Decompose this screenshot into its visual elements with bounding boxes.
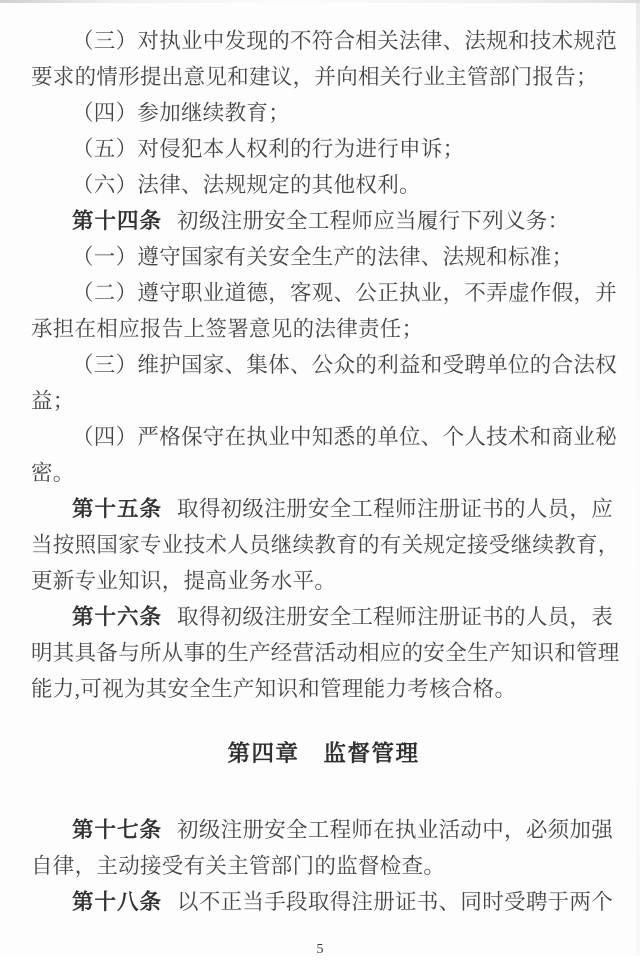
text-line [31,635,620,671]
line-text: 当按照国家专业技术人员继续教育的有关规定接受继续教育， [31,533,620,557]
text-line [31,203,616,239]
line-text: 承担在相应报告上签署意见的法律责任； [31,317,424,341]
text-line [31,23,616,59]
text-line [31,239,616,275]
line-text: （四）严格保守在执业中知悉的单位、个人技术和商业秘 [72,425,618,449]
line-text: 更新专业知识，提高业务水平。 [31,569,337,593]
scan-edge-top [0,0,640,3]
line-text: 能力,可视为其安全生产知识和管理能力考核合格。 [31,677,517,701]
page-number: 5 [316,942,324,957]
line-text: 以不正当手段取得注册证书、同时受聘于两个 [177,890,614,914]
line-text: （五）对侵犯本人权利的行为进行申诉； [72,137,465,161]
text-line [31,671,616,707]
line-text: （四）参加继续教育； [72,101,291,125]
chapter-heading: 第四章 监督管理 [227,741,420,766]
text-line [31,311,616,347]
text-line [31,167,616,203]
text-line [31,455,616,491]
line-text: 初级注册安全工程师在执业活动中，必须加强 [177,818,614,842]
text-line [31,95,616,131]
text-line [31,347,616,383]
line-text: 明其具备与所从事的生产经营活动相应的安全生产知识和管理 [31,641,620,665]
line-text: 密。 [31,461,75,485]
text-line [31,275,616,311]
article-number: 第十七条 [72,818,163,842]
text-line [31,131,616,167]
text-line [31,563,616,599]
line-text: 自律，主动接受有关主管部门的监督检查。 [31,854,446,878]
line-text: 取得初级注册安全工程师注册证书的人员，应 [177,497,614,521]
line-text: （二）遵守职业道德，客观、公正执业，不弄虚作假，并 [72,281,618,305]
text-line [31,848,616,884]
text-line [31,884,616,920]
line-text: （三）维护国家、集体、公众的利益和受聘单位的合法权 [72,353,618,377]
line-text: 初级注册安全工程师应当履行下列义务： [177,209,570,233]
line-text: 取得初级注册安全工程师注册证书的人员，表 [177,605,614,629]
text-line [31,491,616,527]
text-line [31,527,620,563]
document-content [31,23,620,920]
line-text: （六）法律、法规规定的其他权利。 [72,173,421,197]
text-line [31,383,616,419]
text-line [31,419,616,455]
line-text: （三）对执业中发现的不符合相关法律、法规和技术规范 [72,29,618,53]
article-number: 第十六条 [72,605,163,629]
line-text: 要求的情形提出意见和建议，并向相关行业主管部门报告； [31,65,598,89]
line-text: 益； [31,389,75,413]
article-number: 第十八条 [72,890,163,914]
text-line [31,599,616,635]
text-line [31,812,616,848]
article-number: 第十四条 [72,209,163,233]
article-number: 第十五条 [72,497,163,521]
line-text: （一）遵守国家有关安全生产的法律、法规和标准； [72,245,574,269]
text-line [31,59,616,95]
scan-edge-right [636,0,640,956]
